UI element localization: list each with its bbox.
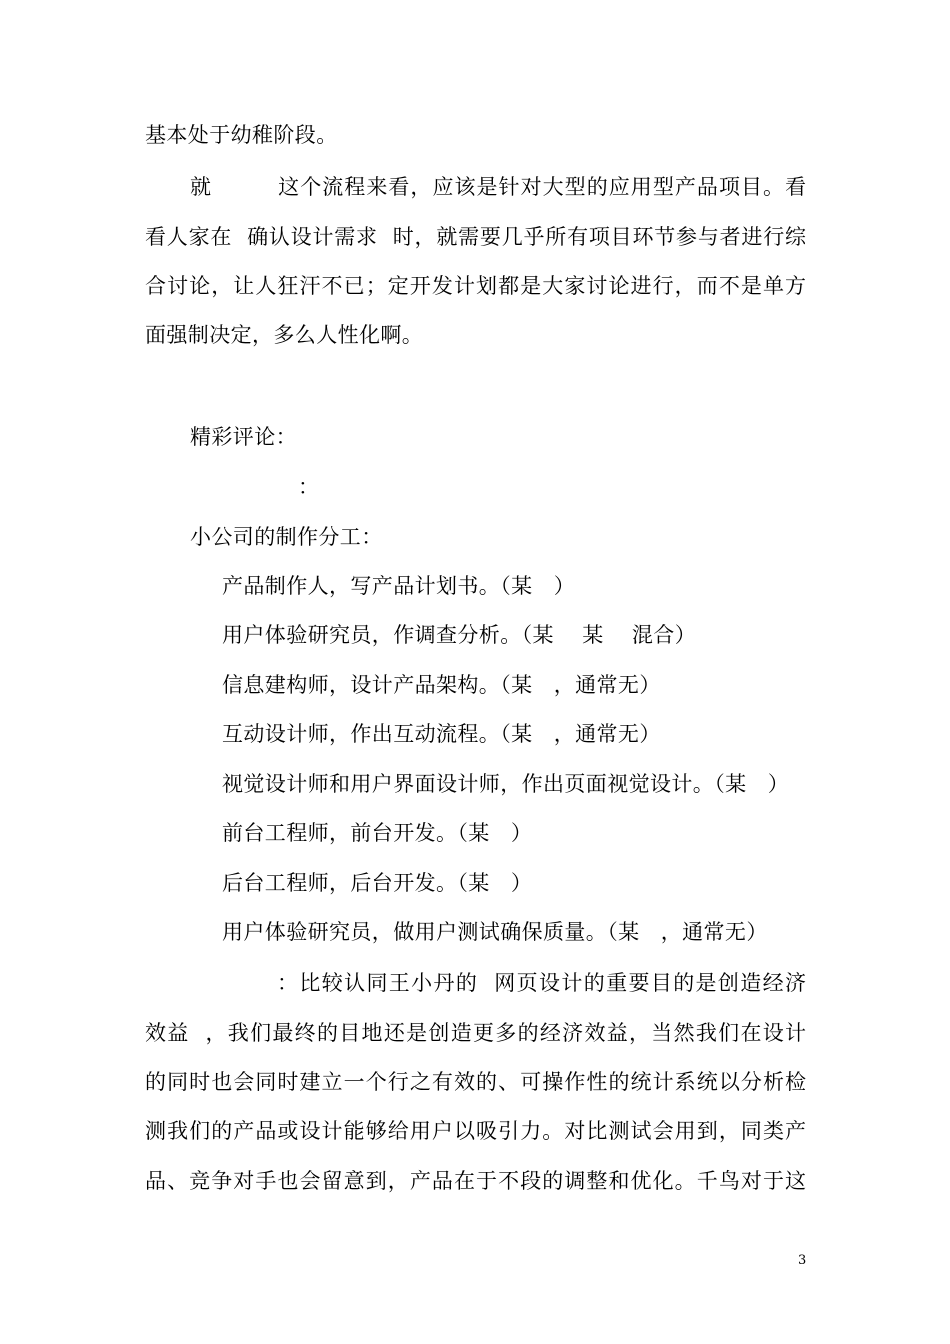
role-item: 后台工程师，后台开发。（某 ） — [222, 871, 533, 895]
small-company-heading: 小公司的制作分工： — [190, 525, 383, 549]
role-item: 互动设计师，作出互动流程。（某 ，通常无） — [222, 722, 661, 746]
paragraph-line: 效益 ，我们最终的目地还是创造更多的经济效益，当然我们在设计 — [145, 1021, 808, 1045]
paragraph-line: ：比较认同王小丹的 网页设计的重要目的是创造经济 — [277, 971, 808, 995]
role-item: 用户体验研究员，做用户测试确保质量。（某 ，通常无） — [222, 920, 768, 944]
paragraph-line: 就 这个流程来看，应该是针对大型的应用型产品项目。看 — [190, 175, 808, 199]
paragraph-line: 看人家在 确认设计需求 时，就需要几乎所有项目环节参与者进行综 — [145, 225, 807, 249]
role-item: 信息建构师，设计产品架构。（某 ，通常无） — [222, 673, 661, 697]
colon-line: ： — [298, 475, 320, 499]
paragraph-line: 面强制决定，多么人性化啊。 — [145, 323, 424, 347]
paragraph-line: 的同时也会同时建立一个行之有效的、可操作性的统计系统以分析检 — [145, 1070, 808, 1094]
role-item: 视觉设计师和用户界面设计师，作出页面视觉设计。（某 ） — [222, 772, 790, 796]
role-item: 用户体验研究员，作调查分析。（某 某 混合） — [222, 623, 697, 647]
paragraph-line: 基本处于幼稚阶段。 — [145, 123, 338, 147]
role-item: 产品制作人，写产品计划书。（某 ） — [222, 574, 576, 598]
paragraph-line: 测我们的产品或设计能够给用户以吸引力。对比测试会用到，同类产 — [145, 1119, 808, 1143]
role-item: 前台工程师，前台开发。（某 ） — [222, 821, 533, 845]
paragraph-line: 品、竞争对手也会留意到，产品在于不段的调整和优化。千鸟对于这 — [145, 1169, 808, 1193]
comments-heading: 精彩评论： — [190, 425, 297, 449]
page-number: 3 — [798, 1253, 807, 1268]
paragraph-line: 合讨论，让人狂汗不已；定开发计划都是大家讨论进行，而不是单方 — [145, 274, 808, 298]
